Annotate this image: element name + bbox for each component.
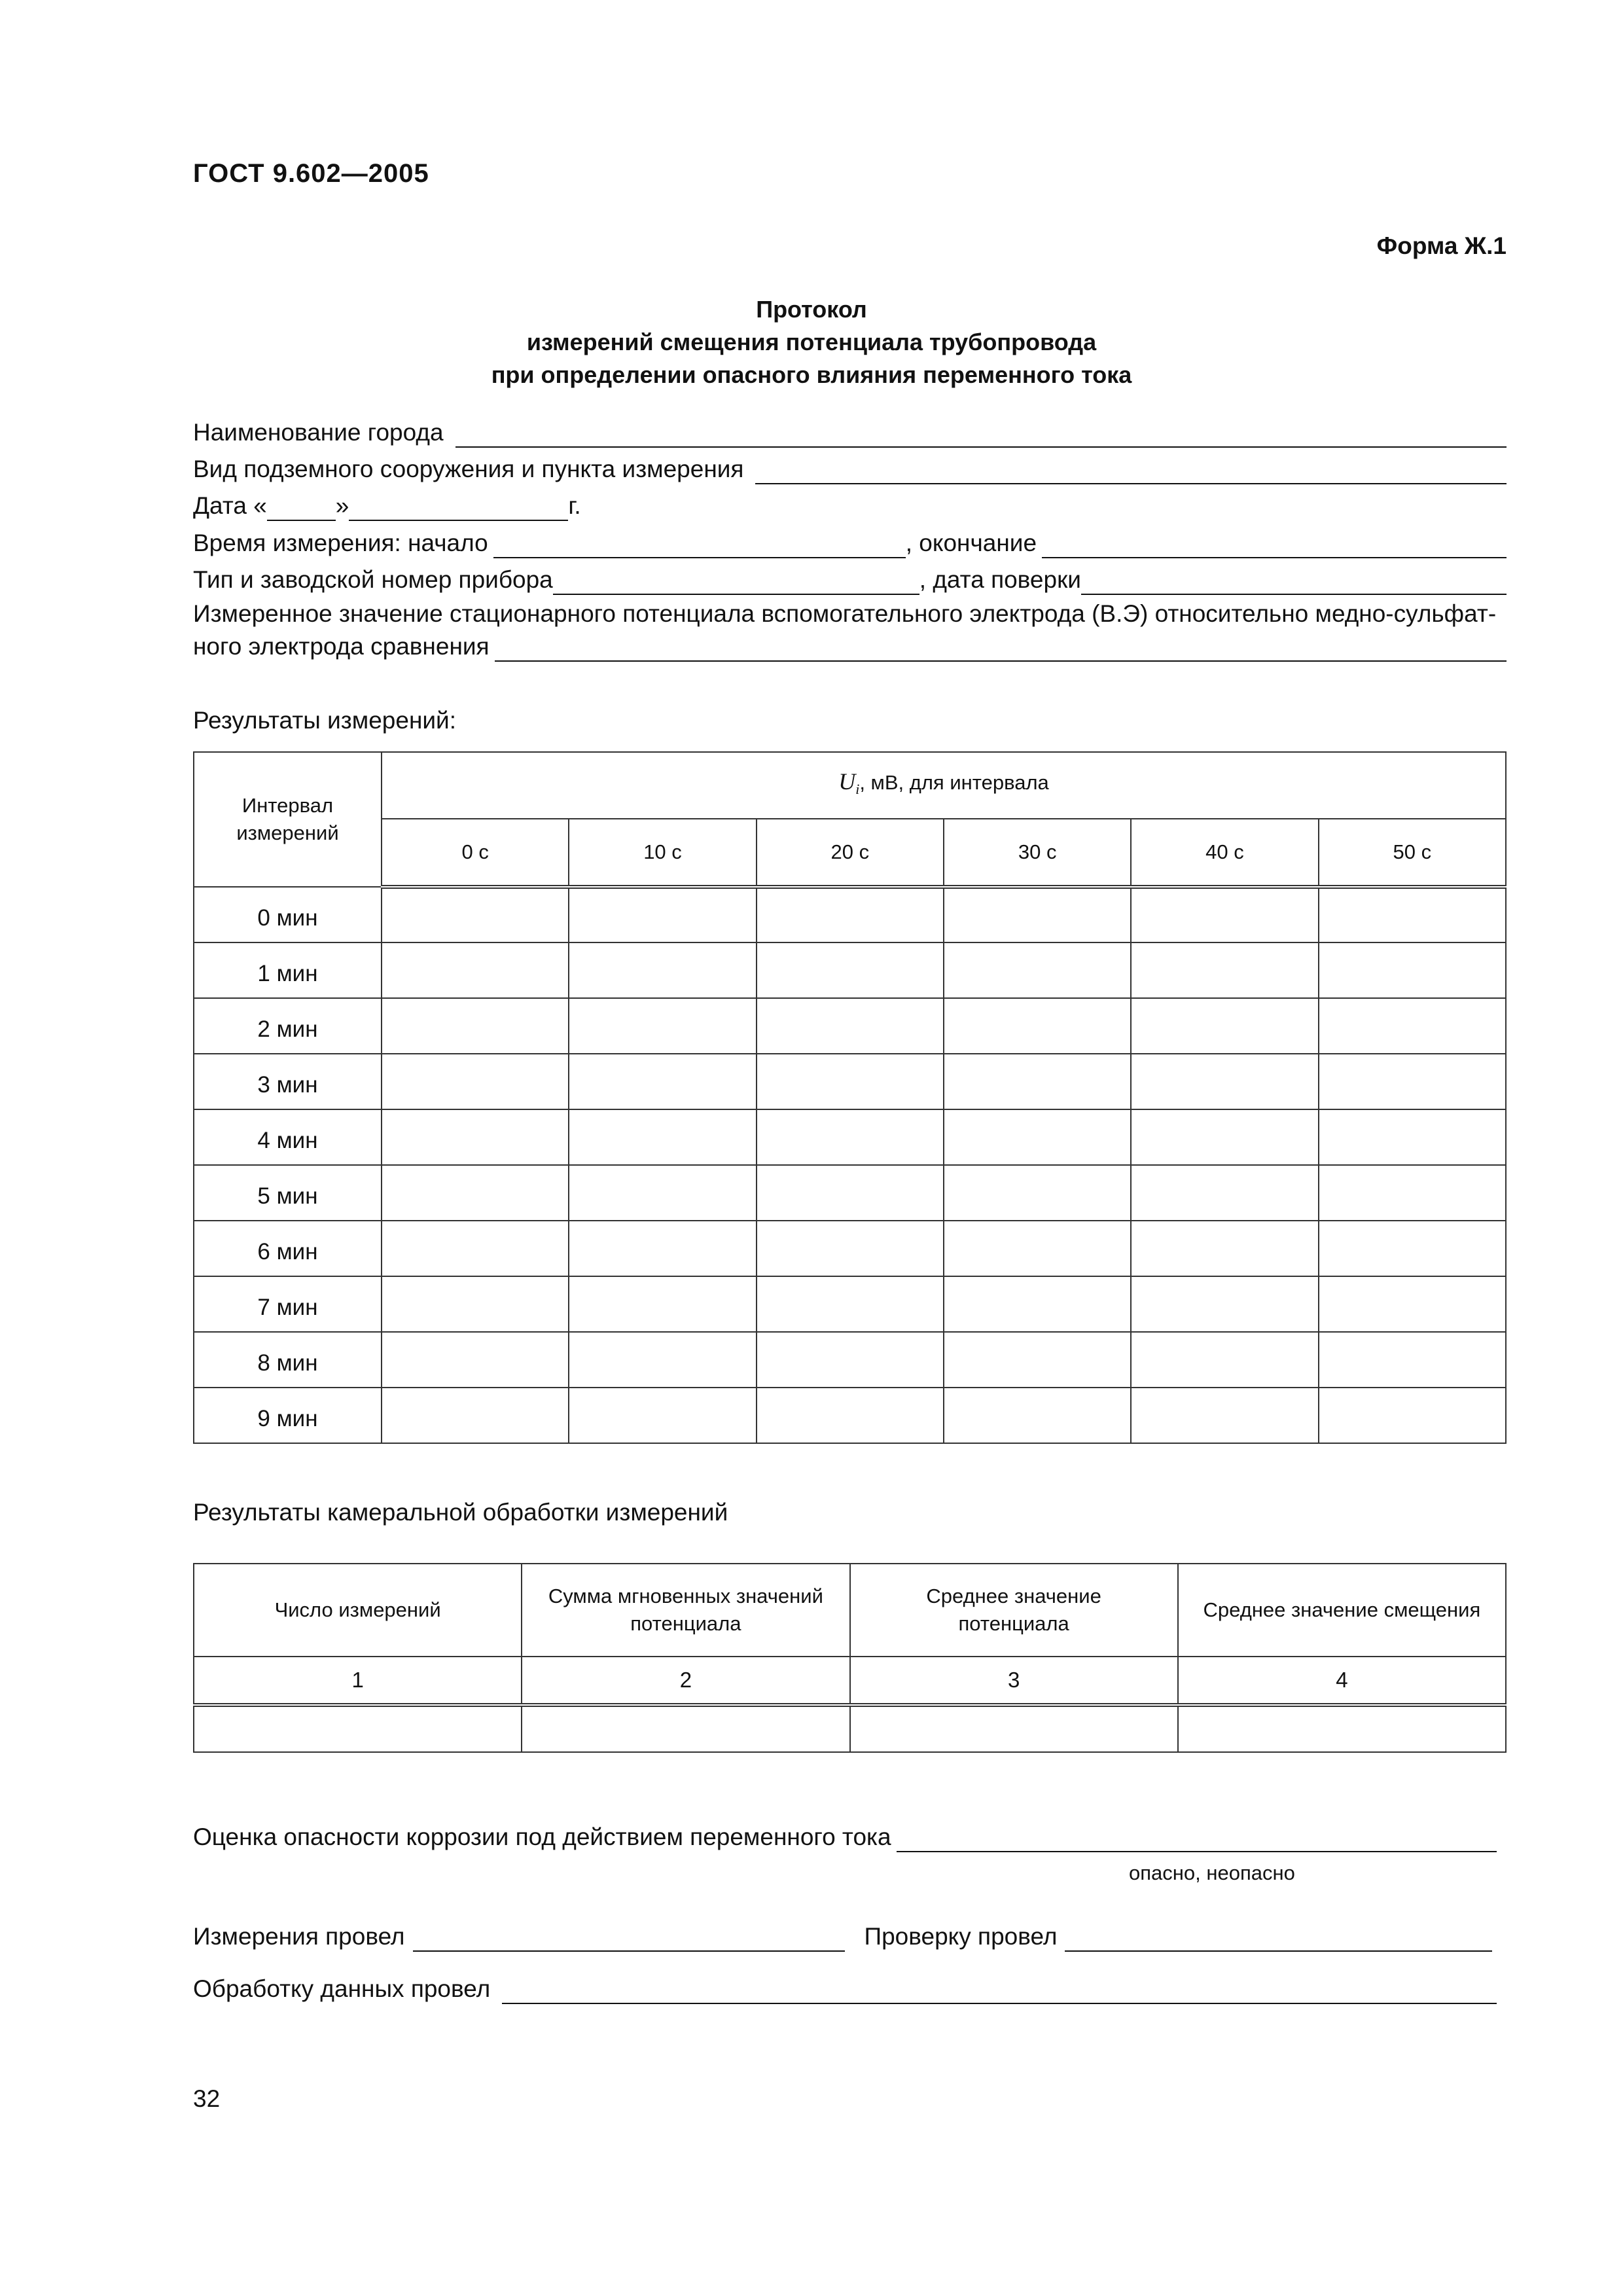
table-cell[interactable] — [944, 1276, 1131, 1332]
table-cell[interactable] — [1131, 1276, 1318, 1332]
table-cell[interactable] — [569, 1165, 756, 1221]
table-cell[interactable] — [382, 942, 569, 998]
column-number: 3 — [850, 1657, 1178, 1705]
table-cell[interactable] — [1319, 942, 1506, 998]
table-row — [194, 1054, 1506, 1109]
table-row — [194, 1165, 1506, 1221]
col-header: 0 с — [382, 819, 569, 887]
table-row — [194, 1705, 1506, 1752]
table-cell[interactable] — [1319, 1332, 1506, 1388]
col-header: 50 с — [1319, 819, 1506, 887]
table-row — [194, 942, 1506, 998]
row-label: 3 мин — [194, 1054, 382, 1109]
row-label: 6 мин — [194, 1221, 382, 1276]
processing-col-header: Среднее значение смещения — [1178, 1564, 1506, 1657]
processing-col-header: Среднее значение потенциала — [850, 1564, 1178, 1657]
table-cell[interactable] — [944, 1221, 1131, 1276]
table-cell[interactable] — [1131, 1109, 1318, 1165]
assessment-field — [193, 1822, 1497, 1852]
device-label: Тип и заводской номер прибора — [193, 566, 553, 593]
table-cell[interactable] — [382, 887, 569, 942]
city-blank[interactable] — [455, 423, 1507, 448]
row-label: 8 мин — [194, 1332, 382, 1388]
date-field — [193, 491, 581, 521]
column-number: 1 — [194, 1657, 522, 1705]
table-cell[interactable] — [1131, 1221, 1318, 1276]
table-cell[interactable] — [1319, 1054, 1506, 1109]
table-cell[interactable] — [1319, 1388, 1506, 1443]
device-field — [193, 565, 1507, 595]
col-header: 30 с — [944, 819, 1131, 887]
date-month-blank[interactable] — [349, 496, 568, 521]
table-cell[interactable] — [569, 1388, 756, 1443]
col-header: 40 с — [1131, 819, 1318, 887]
table-row — [194, 1276, 1506, 1332]
row-label: 7 мин — [194, 1276, 382, 1332]
col-header: 10 с — [569, 819, 756, 887]
measured-by-blank[interactable] — [413, 1927, 845, 1952]
assessment-blank[interactable] — [897, 1827, 1497, 1852]
table-cell[interactable] — [1131, 942, 1318, 998]
col-header: 20 с — [757, 819, 944, 887]
date-mid: » — [335, 492, 349, 519]
assessment-note: опасно, неопасно — [1129, 1861, 1295, 1884]
table-cell[interactable] — [569, 942, 756, 998]
table-row — [194, 1109, 1506, 1165]
table-cell[interactable] — [382, 1276, 569, 1332]
table-cell[interactable] — [850, 1705, 1178, 1752]
page-number: 32 — [193, 2085, 221, 2112]
device-blank[interactable] — [553, 570, 919, 595]
table-cell[interactable] — [1319, 1276, 1506, 1332]
table-cell[interactable] — [757, 1276, 944, 1332]
table-cell[interactable] — [382, 1221, 569, 1276]
table-cell[interactable] — [1319, 1109, 1506, 1165]
potential-group-header: $U_i$, мВ, для интервала — [382, 752, 1506, 819]
potential-blank[interactable] — [495, 637, 1507, 662]
table-cell[interactable] — [382, 1388, 569, 1443]
table-cell[interactable] — [1131, 887, 1318, 942]
potential-label-line2: ного электрода сравнения — [193, 633, 490, 660]
table-cell[interactable] — [944, 1109, 1131, 1165]
processed-by-label: Обработку данных провел — [193, 1975, 491, 2002]
table-cell[interactable] — [1131, 998, 1318, 1054]
table-cell[interactable] — [382, 1109, 569, 1165]
table-cell[interactable] — [569, 998, 756, 1054]
row-label: 1 мин — [194, 942, 382, 998]
table-cell[interactable] — [1131, 1388, 1318, 1443]
table-cell[interactable] — [944, 942, 1131, 998]
signature-row — [193, 1922, 1492, 1952]
row-label: 2 мин — [194, 998, 382, 1054]
measured-by-label: Измерения провел — [193, 1923, 405, 1950]
processed-by-blank[interactable] — [502, 1979, 1497, 2004]
table-cell[interactable] — [944, 887, 1131, 942]
table-row — [194, 887, 1506, 942]
table-cell[interactable] — [757, 942, 944, 998]
date-day-blank[interactable] — [267, 496, 336, 521]
table-cell[interactable] — [944, 1165, 1131, 1221]
results-heading: Результаты измерений: — [193, 707, 456, 734]
time-start-label: Время измерения: начало — [193, 529, 488, 556]
table-cell[interactable] — [569, 887, 756, 942]
table-cell[interactable] — [569, 1054, 756, 1109]
row-label: 5 мин — [194, 1165, 382, 1221]
time-field — [193, 528, 1507, 558]
table-cell[interactable] — [944, 998, 1131, 1054]
table-cell[interactable] — [944, 1332, 1131, 1388]
table-cell[interactable] — [569, 1221, 756, 1276]
table-cell[interactable] — [757, 887, 944, 942]
table-cell[interactable] — [522, 1705, 849, 1752]
table-row — [194, 1221, 1506, 1276]
potential-field-line2 — [193, 632, 1507, 662]
structure-label: Вид подземного сооружения и пункта измерения — [193, 456, 744, 482]
table-cell[interactable] — [757, 1054, 944, 1109]
protocol-title: Протокол — [756, 296, 867, 323]
row-label: 0 мин — [194, 887, 382, 942]
table-row — [194, 998, 1506, 1054]
date-suffix: г. — [568, 492, 581, 519]
time-end-label: , окончание — [905, 529, 1037, 556]
processing-col-header: Число измерений — [194, 1564, 522, 1657]
structure-field — [193, 454, 1507, 484]
table-cell[interactable] — [757, 1109, 944, 1165]
processing-heading: Результаты камеральной обработки измерений — [193, 1499, 728, 1526]
column-number: 2 — [522, 1657, 849, 1705]
date-prefix: Дата « — [193, 492, 267, 519]
checked-by-label: Проверку провел — [864, 1923, 1058, 1950]
table-cell[interactable] — [382, 1165, 569, 1221]
row-label: 9 мин — [194, 1388, 382, 1443]
processing-results-table — [193, 1563, 1507, 1753]
table-cell[interactable] — [1131, 1054, 1318, 1109]
table-cell[interactable] — [1319, 1165, 1506, 1221]
table-cell[interactable] — [1319, 887, 1506, 942]
measurement-results-table — [193, 751, 1507, 1444]
table-cell[interactable] — [569, 1332, 756, 1388]
structure-blank[interactable] — [755, 459, 1507, 484]
table-row — [194, 1332, 1506, 1388]
checked-by-blank[interactable] — [1065, 1927, 1492, 1952]
processed-by-field — [193, 1974, 1497, 2004]
table-cell[interactable] — [944, 1054, 1131, 1109]
protocol-subtitle-line2: при определении опасного влияния переменного тока — [491, 361, 1132, 388]
time-start-blank[interactable] — [493, 533, 906, 558]
table-cell[interactable] — [757, 1388, 944, 1443]
table-cell[interactable] — [1131, 1165, 1318, 1221]
table-cell[interactable] — [757, 1165, 944, 1221]
form-identifier: Форма Ж.1 — [1376, 232, 1507, 259]
row-label: 4 мин — [194, 1109, 382, 1165]
table-cell[interactable] — [382, 1054, 569, 1109]
table-cell[interactable] — [569, 1109, 756, 1165]
protocol-subtitle-line1: измерений смещения потенциала трубопровода — [526, 329, 1097, 355]
table-cell[interactable] — [757, 998, 944, 1054]
table-cell[interactable] — [194, 1705, 522, 1752]
table-cell[interactable] — [382, 998, 569, 1054]
document-standard-header: ГОСТ 9.602—2005 — [193, 159, 429, 188]
table-row — [194, 1388, 1506, 1443]
verify-date-blank[interactable] — [1081, 570, 1507, 595]
table-cell[interactable] — [1319, 998, 1506, 1054]
table-cell[interactable] — [757, 1221, 944, 1276]
time-end-blank[interactable] — [1042, 533, 1507, 558]
table-cell[interactable] — [1178, 1705, 1506, 1752]
city-field — [193, 418, 1507, 448]
verify-date-label: , дата поверки — [919, 566, 1081, 593]
column-number: 4 — [1178, 1657, 1506, 1705]
table-cell[interactable] — [1131, 1332, 1318, 1388]
table-cell[interactable] — [757, 1332, 944, 1388]
assessment-label: Оценка опасности коррозии под действием переменного тока — [193, 1823, 891, 1850]
potential-label-line1: Измеренное значение стационарного потенциала вспомогательного электрода (В.Э) относительно медно-сульфат- — [193, 600, 1497, 627]
table-cell[interactable] — [944, 1388, 1131, 1443]
interval-header: Интервал измерений — [194, 752, 382, 887]
potential-field-line1 — [193, 599, 1507, 629]
processing-col-header: Сумма мгновенных значений потенциала — [522, 1564, 849, 1657]
city-label: Наименование города — [193, 419, 444, 446]
table-cell[interactable] — [1319, 1221, 1506, 1276]
table-cell[interactable] — [569, 1276, 756, 1332]
table-cell[interactable] — [382, 1332, 569, 1388]
